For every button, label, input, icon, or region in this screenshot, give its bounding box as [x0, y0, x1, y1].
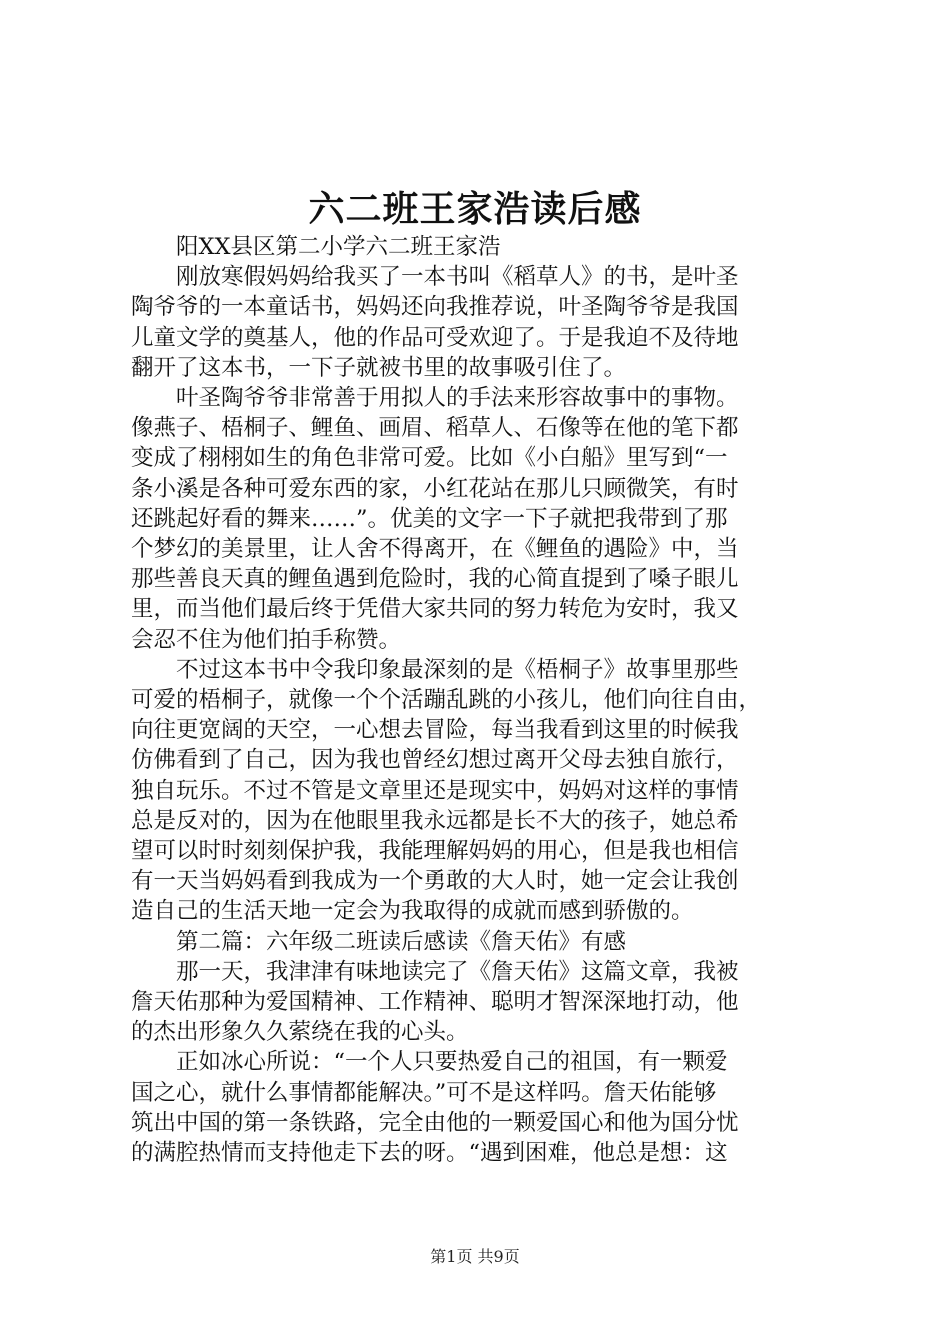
text-line: 变成了栩栩如生的角色非常可爱。比如《小白船》里写到“一 [131, 445, 728, 472]
paragraph [131, 655, 831, 927]
text-line: 独自玩乐。不过不管是文章里还是现实中，妈妈对这样的事情 [131, 777, 739, 804]
paragraph [131, 232, 831, 262]
text-line: 陶爷爷的一本童话书，妈妈还向我推荐说，叶圣陶爷爷是我国 [131, 294, 739, 321]
text-line: 第二篇：六年级二班读后感读《詹天佑》有感 [176, 928, 627, 955]
text-line: 的杰出形象久久萦绕在我的心头。 [131, 1019, 469, 1046]
text-line: 像燕子、梧桐子、鲤鱼、画眉、稻草人、石像等在他的笔下都 [131, 415, 739, 442]
text-line: 个梦幻的美景里，让人舍不得离开，在《鲤鱼的遇险》中，当 [131, 536, 739, 563]
section-heading [131, 927, 831, 957]
text-line: 有一天当妈妈看到我成为一个勇敢的大人时，她一定会让我创 [131, 868, 739, 895]
text-line: 叶圣陶爷爷非常善于用拟人的手法来形容故事中的事物。 [176, 385, 739, 412]
text-line: 可爱的梧桐子，就像一个个活蹦乱跳的小孩儿，他们向往自由， [131, 687, 762, 714]
paragraph [131, 262, 831, 383]
text-line: 里，而当他们最后终于凭借大家共同的努力转危为安时，我又 [131, 596, 739, 623]
text-line: 正如冰心所说：“一个人只要热爱自己的祖国，有一颗爱 [176, 1049, 728, 1076]
text-line: 造自己的生活天地一定会为我取得的成就而感到骄傲的。 [131, 898, 694, 925]
text-line: 阳XX县区第二小学六二班王家浩 [176, 234, 501, 260]
text-line: 条小溪是各种可爱东西的家，小红花站在那儿只顾微笑，有时 [131, 475, 739, 502]
text-line: 筑出中国的第一条铁路，完全由他的一颗爱国心和他为国分忧 [131, 1109, 739, 1136]
text-line: 还跳起好看的舞来……”。优美的文字一下子就把我带到了那 [131, 505, 728, 532]
paragraph [131, 1047, 831, 1168]
text-line: 那一天，我津津有味地读完了《詹天佑》这篇文章，我被 [176, 958, 739, 985]
document-title: 六二班王家浩读后感 [308, 188, 642, 230]
paragraph [131, 383, 831, 655]
text-line: 仿佛看到了自己，因为我也曾经幻想过离开父母去独自旅行， [131, 747, 739, 774]
text-line: 那些善良天真的鲤鱼遇到危险时，我的心简直提到了嗓子眼儿 [131, 566, 739, 593]
text-line: 国之心，就什么事情都能解决。”可不是这样吗。詹天佑能够 [131, 1079, 717, 1106]
text-line: 刚放寒假妈妈给我买了一本书叫《稻草人》的书，是叶圣 [176, 264, 739, 291]
text-line: 不过这本书中令我印象最深刻的是《梧桐子》故事里那些 [176, 656, 739, 683]
text-line: 总是反对的，因为在他眼里我永远都是长不大的孩子，她总希 [131, 807, 739, 834]
text-line: 儿童文学的奠基人，他的作品可受欢迎了。于是我迫不及待地 [131, 324, 739, 351]
text-line: 会忍不住为他们拍手称赞。 [131, 626, 402, 653]
text-line: 翻开了这本书，一下子就被书里的故事吸引住了。 [131, 354, 627, 381]
text-line: 的满腔热情而支持他走下去的呀。“遇到困难，他总是想：这 [131, 1140, 728, 1167]
text-line: 詹天佑那种为爱国精神、工作精神、聪明才智深深地打动，他 [131, 989, 739, 1016]
paragraph [131, 957, 831, 1048]
document-body [131, 232, 831, 1168]
text-line: 向往更宽阔的天空，一心想去冒险，每当我看到这里的时候我 [131, 717, 739, 744]
page-footer: 第1页 共9页 [430, 1247, 520, 1266]
text-line: 望可以时时刻刻保护我，我能理解妈妈的用心，但是我也相信 [131, 838, 739, 865]
